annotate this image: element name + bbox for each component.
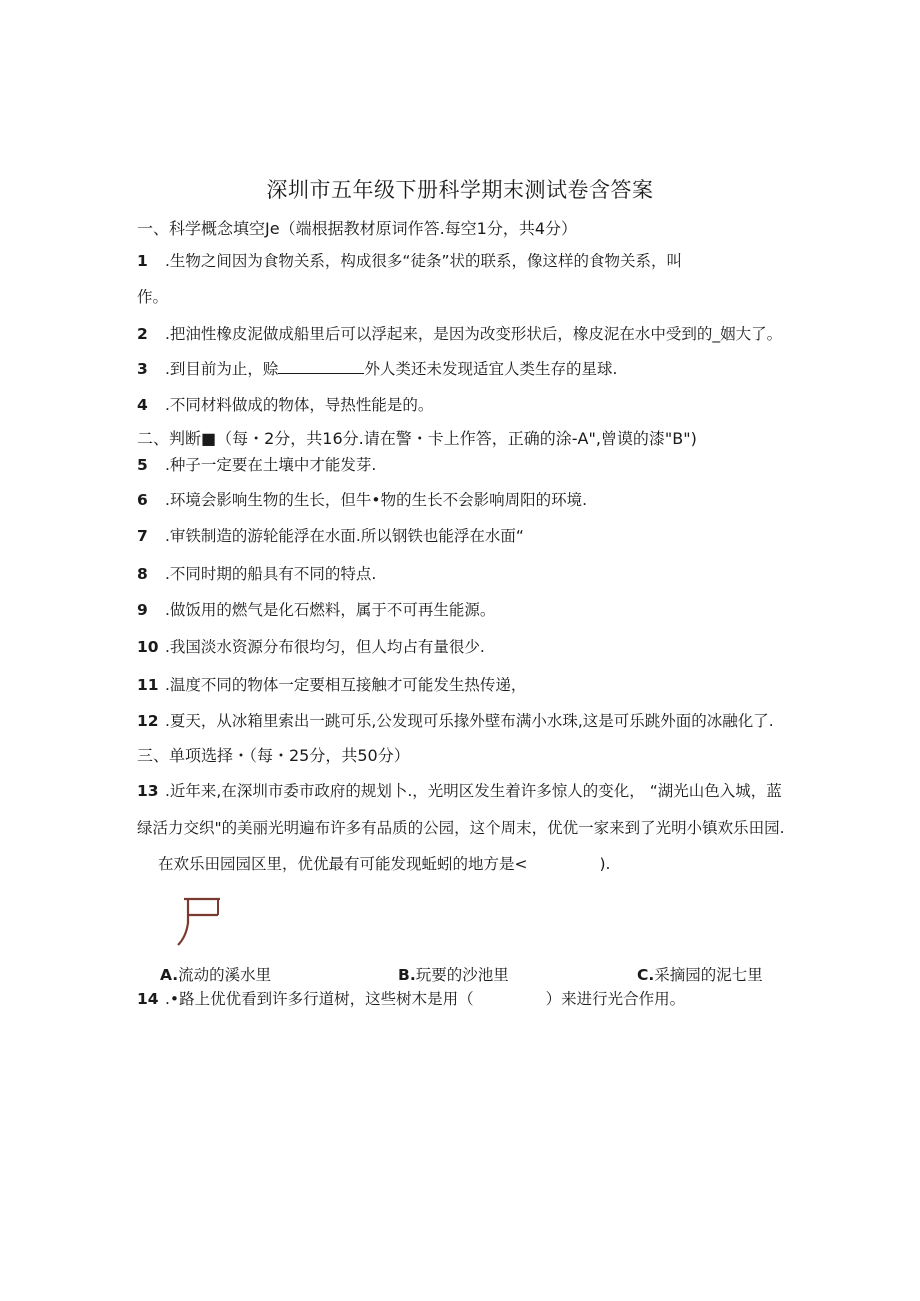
figure-icon	[176, 893, 228, 949]
question-text: .不同时期的船具有不同的特点.	[165, 565, 377, 583]
option-letter: B.	[398, 966, 416, 984]
question-text: .•路上优优看到许多行道树，这些树木是用（	[165, 990, 474, 1008]
option-b[interactable]	[398, 964, 509, 986]
question-text: .温度不同的物体一定要相互接触才可能发生热传递，	[165, 676, 527, 694]
question-14	[137, 988, 685, 1010]
option-c[interactable]	[637, 964, 763, 986]
question-11	[137, 674, 526, 696]
question-text: 在欢乐田园园区里，优优最有可能发现蚯蚓的地方是<	[158, 855, 528, 873]
question-12	[137, 710, 774, 732]
question-3	[137, 358, 617, 380]
question-text: .审铁制造的游轮能浮在水面.所以钢铁也能浮在水面“	[165, 527, 524, 545]
question-number: 4	[137, 396, 148, 414]
question-number: 2	[137, 325, 148, 343]
question-number: 5	[137, 456, 148, 474]
question-13-figure	[176, 893, 228, 949]
question-number: 12	[137, 712, 159, 730]
question-7	[137, 525, 524, 547]
option-text: 玩要的沙池里	[415, 966, 509, 984]
question-9	[137, 599, 495, 621]
section-1-heading: 一、科学概念填空Je（端根据教材原词作答.每空1分，共4分）	[137, 219, 578, 238]
question-10	[137, 636, 485, 658]
page-title: 深圳市五年级下册科学期末测试卷含答案	[266, 178, 654, 202]
question-text: .近年来,在深圳市委市政府的规划卜.，光明区发生着许多惊人的变化， “湖光山色入城，蓝	[165, 782, 782, 800]
question-number: 3	[137, 360, 148, 378]
question-text: .我国淡水资源分布很均匀，但人均占有量很少.	[165, 638, 485, 656]
question-number: 1	[137, 252, 148, 270]
question-text-end: ).	[599, 855, 611, 873]
question-text: .把油性橡皮泥做成船里后可以浮起来，是因为改变形状后，橡皮泥在水中受到的_姻大了。	[165, 325, 783, 343]
question-number: 8	[137, 565, 148, 583]
question-13	[137, 780, 782, 802]
question-13-line-3	[158, 853, 610, 875]
option-letter: A.	[160, 966, 179, 984]
question-number: 11	[137, 676, 159, 694]
question-number: 10	[137, 638, 159, 656]
question-number: 7	[137, 527, 148, 545]
question-number: 13	[137, 782, 159, 800]
question-1	[137, 250, 682, 272]
question-text: .不同材料做成的物体，导热性能是的。	[165, 396, 434, 414]
question-text: .生物之间因为食物关系，构成很多“徒条”状的联系，像这样的食物关系，叫	[165, 252, 682, 270]
question-number: 9	[137, 601, 148, 619]
option-a[interactable]	[160, 964, 271, 986]
question-text: .做饭用的燃气是化石燃料，属于不可再生能源。	[165, 601, 496, 619]
question-6	[137, 489, 587, 511]
option-letter: C.	[637, 966, 655, 984]
question-4	[137, 394, 433, 416]
answer-blank[interactable]	[278, 358, 364, 374]
question-8	[137, 563, 376, 585]
question-text-end: 外人类还未发现适宜人类生存的星球.	[364, 360, 618, 378]
question-13-line-2: 绿活力交织"的美丽光明遍布许多有品质的公园，这个周末，优优一家来到了光明小镇欢乐田园.	[137, 819, 785, 837]
section-2-heading: 二、判断■（每・2分，共16分.请在警・卡上作答，正确的涂-A",曾谟的漆"B")	[137, 429, 697, 448]
option-text: 流动的溪水里	[178, 966, 272, 984]
question-1-continuation: 作。	[137, 288, 169, 306]
question-text: .夏天，从冰箱里索出一跳可乐,公发现可乐掾外壁布满小水珠,这是可乐跳外面的冰融化了.	[165, 712, 774, 730]
question-text: .种子一定要在土壤中才能发芽.	[165, 456, 377, 474]
option-text: 采摘园的泥七里	[654, 966, 763, 984]
question-text-end: ）来进行光合作用。	[545, 990, 686, 1008]
question-text: .环境会影响生物的生长，但牛•物的生长不会影响周阳的环境.	[165, 491, 587, 509]
question-2	[137, 323, 782, 345]
question-text: .到目前为止，赊	[165, 360, 279, 378]
section-3-heading: 三、单项选择・（每・25分，共50分）	[137, 746, 410, 765]
question-number: 6	[137, 491, 148, 509]
question-number: 14	[137, 990, 159, 1008]
question-5	[137, 454, 376, 476]
